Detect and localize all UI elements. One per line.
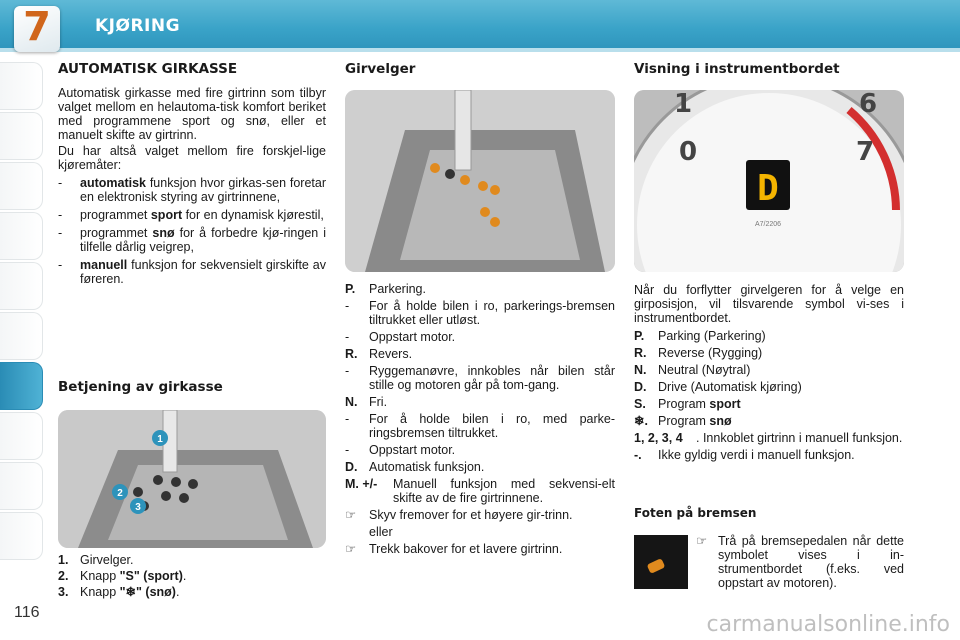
display-symbol-key: ❄. — [634, 414, 648, 428]
bullet-dash: - — [58, 208, 63, 222]
pointer-icon: ☞ — [696, 534, 708, 548]
display-symbol-key: 1, 2, 3, 4 — [634, 431, 683, 445]
control-legend-item — [58, 569, 326, 583]
selector-position-text: Oppstart motor. — [369, 443, 456, 457]
chapter-tab-6[interactable] — [0, 312, 43, 360]
display-symbol-label: Neutral (Nøytral) — [658, 363, 751, 377]
callout-2: 2 — [117, 488, 123, 499]
display-symbol-text — [658, 346, 904, 360]
chapter-tab-5[interactable] — [0, 262, 43, 310]
selector-position-text: Manuell funksjon med sekvensi-elt skifte av de fire girtrinnene. — [393, 477, 615, 505]
selector-positions-list — [345, 282, 615, 556]
selector-position-text: For å holde bilen i ro, med parke-ringsbremsen tiltrukket. — [369, 412, 615, 440]
chapter-badge — [14, 6, 60, 52]
display-symbol-item — [634, 431, 904, 445]
display-symbol-item — [634, 329, 904, 343]
display-symbol-text — [658, 380, 904, 394]
header-stripe — [0, 48, 960, 52]
drive-mode-text — [80, 258, 326, 286]
controls-list — [58, 553, 326, 599]
display-symbol-item — [634, 363, 904, 377]
display-symbol-item — [634, 346, 904, 360]
selector-position-item — [345, 299, 615, 327]
selector-position-item — [345, 525, 615, 539]
gear-lever-photo — [345, 90, 615, 272]
dial-number-1: 1 — [674, 90, 693, 119]
display-symbol-text — [658, 414, 904, 428]
gear-selector-illustration — [58, 410, 326, 548]
brake-warning-symbol — [634, 535, 688, 589]
display-symbol-key: P. — [634, 329, 645, 343]
drive-mode-text — [80, 226, 326, 254]
drive-mode-prefix: programmet — [80, 226, 153, 240]
selector-positions — [345, 282, 615, 559]
selector-position-text: Oppstart motor. — [369, 330, 456, 344]
gear-display-letter: D — [757, 168, 779, 209]
chapter-tab-3[interactable] — [0, 162, 43, 210]
display-intro-text: Når du forflytter girvelgeren for å velge en girposisjon, vil tilsvarende symbol vi-ses i instrumentbordet. — [634, 283, 904, 325]
selector-position-text: Ryggemanøvre, innkobles når bilen står stille og motoren går på tom-gang. — [369, 364, 615, 392]
brake-section — [634, 506, 904, 520]
section-title-brake: Foten på bremsen — [634, 506, 757, 520]
control-end: . — [175, 585, 180, 599]
display-symbol-key: -. — [634, 448, 642, 462]
control-button-name: "S" (sport) — [119, 569, 183, 583]
instrument-gauge — [634, 90, 904, 272]
display-symbol-label: . Innkoblet girtrinn i manuell funksjon. — [696, 431, 903, 445]
controls-legend — [58, 553, 326, 601]
callout-3: 3 — [135, 502, 141, 513]
bullet-dash: - — [58, 258, 63, 272]
control-legend-item — [58, 585, 326, 599]
selector-position-item — [345, 330, 615, 344]
selector-position-text: Revers. — [369, 347, 413, 361]
drive-mode-item — [58, 208, 326, 222]
section-title-display: Visning i instrumentbordet — [634, 61, 840, 77]
display-symbols-list — [634, 329, 904, 462]
drive-mode-text — [80, 208, 326, 222]
selector-position-item — [345, 508, 615, 522]
drive-mode-description: funksjon for sekvensielt girskifte av føreren. — [80, 258, 326, 286]
control-label: Girvelger. — [80, 553, 134, 567]
display-symbol-label: Program — [658, 397, 710, 411]
chapter-tab-10[interactable] — [0, 512, 43, 560]
column-gear-selector — [345, 62, 615, 76]
display-symbol-key: R. — [634, 346, 647, 360]
drive-mode-description: for en dynamisk kjørestil, — [182, 208, 324, 222]
display-legend — [634, 283, 904, 465]
drive-mode-item — [58, 226, 326, 254]
display-symbol-label: Reverse (Rygging) — [658, 346, 763, 360]
dial-number-7: 7 — [856, 137, 875, 167]
brake-instruction-item — [696, 534, 904, 590]
instrument-cluster-photo — [634, 90, 904, 272]
chapter-tab-4[interactable] — [0, 212, 43, 260]
chapter-tab-2[interactable] — [0, 112, 43, 160]
control-number: 1. — [58, 553, 69, 567]
display-symbol-label: Parking (Parkering) — [658, 329, 766, 343]
control-number: 3. — [58, 585, 69, 599]
display-symbol-text — [696, 431, 904, 445]
chapter-tab-9[interactable] — [0, 462, 43, 510]
gear-lever-drawing — [345, 90, 615, 272]
selector-position-item — [345, 364, 615, 392]
chapter-header — [0, 0, 960, 52]
selector-position-text: eller — [369, 525, 393, 539]
display-symbol-key: N. — [634, 363, 647, 377]
brake-instruction-text: Trå på bremsepedalen når dette symbolet vises i in-strumentbordet (f.eks. ved oppstart av motoren). — [718, 534, 904, 590]
selector-position-key: P. — [345, 282, 356, 296]
display-symbol-label: Ikke gyldig verdi i manuell funksjon. — [658, 448, 855, 462]
selector-position-text: Automatisk funksjon. — [369, 460, 485, 474]
selector-position-key: - — [345, 443, 350, 457]
drive-mode-description: for å forbedre kjø-ringen i tilfelle dårlig veigrep, — [80, 226, 326, 254]
selector-position-key: D. — [345, 460, 358, 474]
drive-mode-name: sport — [150, 208, 183, 222]
chapter-tab-1[interactable] — [0, 62, 43, 110]
selector-position-item — [345, 282, 615, 296]
dial-number-0: 0 — [679, 137, 698, 167]
control-button-name: "❄" (snø) — [119, 585, 176, 599]
section-title-controls: Betjening av girkasse — [58, 379, 223, 395]
control-text — [80, 553, 134, 567]
selector-position-key: N. — [345, 395, 358, 409]
pointer-icon: ☞ — [345, 508, 357, 522]
selector-position-item — [345, 443, 615, 457]
selector-position-key: - — [345, 364, 350, 378]
drive-mode-name: snø — [152, 226, 175, 240]
selector-position-key: M. +/- — [345, 477, 378, 491]
chapter-tabs — [0, 62, 46, 582]
gear-selector-drawing — [58, 410, 326, 548]
selector-position-text: Parkering. — [369, 282, 426, 296]
display-symbol-text — [658, 397, 904, 411]
selector-position-item — [345, 347, 615, 361]
watermark: carmanualsonline.info — [706, 612, 950, 637]
section-title-selector: Girvelger — [345, 61, 416, 77]
control-end: . — [182, 569, 187, 583]
brake-instruction — [696, 534, 904, 590]
chapter-title: KJØRING — [95, 16, 181, 36]
control-text — [80, 585, 179, 599]
pointer-icon: ☞ — [345, 542, 357, 556]
selector-position-key: - — [345, 330, 350, 344]
control-number: 2. — [58, 569, 69, 583]
display-symbol-item — [634, 380, 904, 394]
chapter-number: 7 — [23, 4, 51, 50]
gearbox-intro-text: Automatisk girkasse med fire girtrinn som tilbyr valget mellom en helautoma-tisk komfort beriket med programmene sport og snø, eller et manuelt skifte av girtrinn. — [58, 86, 326, 142]
display-symbol-label: Program — [658, 414, 710, 428]
bullet-dash: - — [58, 176, 63, 190]
page-number: 116 — [14, 604, 40, 621]
selector-position-item — [345, 477, 615, 505]
drive-mode-description: funksjon hvor girkas-sen foretar en elektronisk styring av girtrinnene, — [80, 176, 326, 204]
display-symbol-item — [634, 414, 904, 428]
gauge-small-label: A7/2206 — [754, 221, 782, 228]
drive-mode-name: automatisk — [80, 176, 146, 190]
display-symbol-key: S. — [634, 397, 646, 411]
brake-pedal-icon — [647, 558, 666, 574]
display-symbol-key: D. — [634, 380, 647, 394]
selector-position-key: R. — [345, 347, 358, 361]
drive-modes-list — [58, 176, 326, 286]
selector-position-item — [345, 460, 615, 474]
display-symbol-text — [658, 448, 904, 462]
control-legend-item — [58, 553, 326, 567]
control-label: Knapp — [80, 569, 120, 583]
dial-number-6: 6 — [859, 90, 878, 119]
column-instrument-display — [634, 62, 904, 76]
selector-position-text: For å holde bilen i ro, parkerings-bremsen tiltrukket eller utløst. — [369, 299, 615, 327]
column-gearbox-intro — [58, 62, 326, 286]
callout-1: 1 — [157, 434, 163, 445]
drive-mode-text — [80, 176, 326, 204]
display-symbol-item — [634, 448, 904, 462]
drive-mode-item — [58, 258, 326, 286]
chapter-tab-7-active[interactable] — [0, 362, 43, 410]
selector-position-item — [345, 395, 615, 409]
display-symbol-text — [658, 329, 904, 343]
drive-mode-item — [58, 176, 326, 204]
control-text — [80, 569, 186, 583]
display-symbol-text — [658, 363, 904, 377]
selector-position-text: Fri. — [369, 395, 388, 409]
control-label: Knapp — [80, 585, 120, 599]
display-symbol-program: snø — [709, 414, 732, 428]
drive-mode-prefix: programmet — [80, 208, 151, 222]
selector-position-key: - — [345, 412, 350, 426]
display-symbol-item — [634, 397, 904, 411]
gearbox-modes-intro: Du har altså valget mellom fire forskjel-lige kjøremåter: — [58, 144, 326, 172]
display-symbol-label: Drive (Automatisk kjøring) — [658, 380, 802, 394]
drive-mode-name: manuell — [80, 258, 128, 272]
bullet-dash: - — [58, 226, 63, 240]
controls-heading-block — [58, 380, 326, 394]
selector-position-item — [345, 542, 615, 556]
display-symbol-program: sport — [709, 397, 741, 411]
chapter-tab-8[interactable] — [0, 412, 43, 460]
selector-position-text: Skyv fremover for et høyere gir-trinn. — [369, 508, 573, 522]
selector-position-item — [345, 412, 615, 440]
selector-position-text: Trekk bakover for et lavere girtrinn. — [369, 542, 563, 556]
selector-position-key: - — [345, 299, 350, 313]
section-title-gearbox: AUTOMATISK GIRKASSE — [58, 61, 238, 77]
